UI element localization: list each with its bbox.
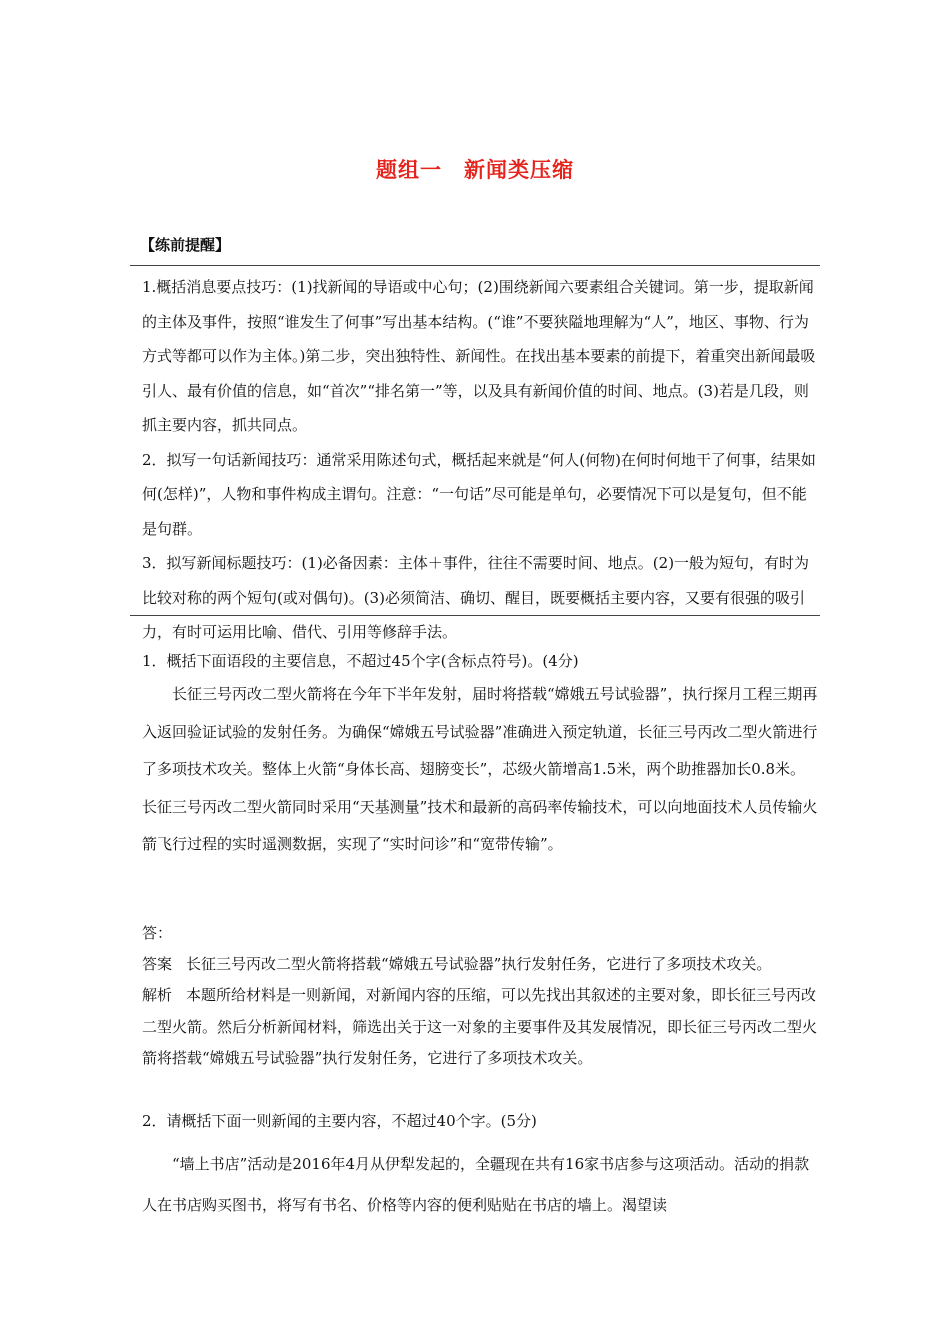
question1-passage: [142, 676, 818, 864]
tips-top-rule: [130, 265, 820, 266]
question1-passage-text: 长征三号丙改二型火箭将在今年下半年发射，届时将搭载“嫦娥五号试验器”，执行探月工程三期再入返回验证试验的发射任务。为确保“嫦娥五号试验器”准确进入预定轨道，长征三号丙改二型火箭进行了多项技术攻关。整体上火箭“身体长高、翅膀变长”，芯级火箭增高1.5米，两个助推器加长0.8米。长征三号丙改二型火箭同时采用“天基测量”技术和最新的高码率传输技术，可以向地面技术人员传输火箭飞行过程的实时遥测数据，实现了“实时问诊”和“宽带传输”。: [142, 685, 818, 853]
question1-answer-block: [142, 918, 818, 1074]
analysis-line: [142, 980, 818, 1074]
answer-prompt: 答：: [142, 924, 173, 942]
tip-item: 1.概括消息要点技巧：(1)找新闻的导语或中心句；(2)围绕新闻六要素组合关键词。第一步，提取新闻的主体及事件，按照“谁发生了何事”写出基本结构。(“谁”不要狭隘地理解为“人”，地区、事物、行为方式等都可以作为主体。)第二步，突出独特性、新闻性。在找出基本要素的前提下，着重突出新闻最吸引人、最有价值的信息，如“首次”“排名第一”等，以及具有新闻价值的时间、地点。(3)若是几段，则抓主要内容，抓共同点。: [142, 278, 816, 434]
question2-passage: [142, 1144, 818, 1226]
tip-item: 2．拟写一句话新闻技巧：通常采用陈述句式，概括起来就是“何人(何物)在何时何地干了何事，结果如何(怎样)”，人物和事件构成主谓句。注意：“一句话”尽可能是单句，必要情况下可以是复句，但不能是句群。: [142, 450, 816, 538]
tips-box: [142, 270, 817, 650]
question2-passage-text: “墙上书店”活动是2016年4月从伊犁发起的，全疆现在共有16家书店参与这项活动。活动的捐款人在书店购买图书，将写有书名、价格等内容的便利贴贴在书店的墙上。渴望读: [142, 1155, 810, 1214]
question1-prompt: 1．概括下面语段的主要信息，不超过45个字(含标点符号)。(4分): [142, 652, 579, 670]
question2-prompt: 2．请概括下面一则新闻的主要内容，不超过40个字。(5分): [142, 1112, 537, 1130]
page-title: 题组一 新闻类压缩: [376, 158, 574, 182]
answer-text: 长征三号丙改二型火箭将搭载“嫦娥五号试验器”执行发射任务，它进行了多项技术攻关。: [186, 955, 772, 974]
analysis-text: 本题所给材料是一则新闻，对新闻内容的压缩，可以先找出其叙述的主要对象，即长征三号丙改二型火箭。然后分析新闻材料，筛选出关于这一对象的主要事件及其发展情况，即长征三号丙改二型火箭将搭载“嫦娥五号试验器”执行发射任务，它进行了多项技术攻关。: [142, 986, 818, 1067]
tips-label: 【练前提醒】: [140, 236, 231, 254]
tip-item: 3．拟写新闻标题技巧：(1)必备因素：主体＋事件，往往不需要时间、地点。(2)一般为短句，有时为比较对称的两个短句(或对偶句)。(3)必须简洁、确切、醒目，既要概括主要内容，又要有很强的吸引力，有时可运用比喻、借代、引用等修辞手法。: [142, 554, 810, 641]
answer-label: 答案: [142, 955, 173, 974]
analysis-label: 解析: [142, 986, 173, 1005]
tips-bottom-rule: [130, 615, 820, 616]
answer-line: [142, 949, 818, 980]
